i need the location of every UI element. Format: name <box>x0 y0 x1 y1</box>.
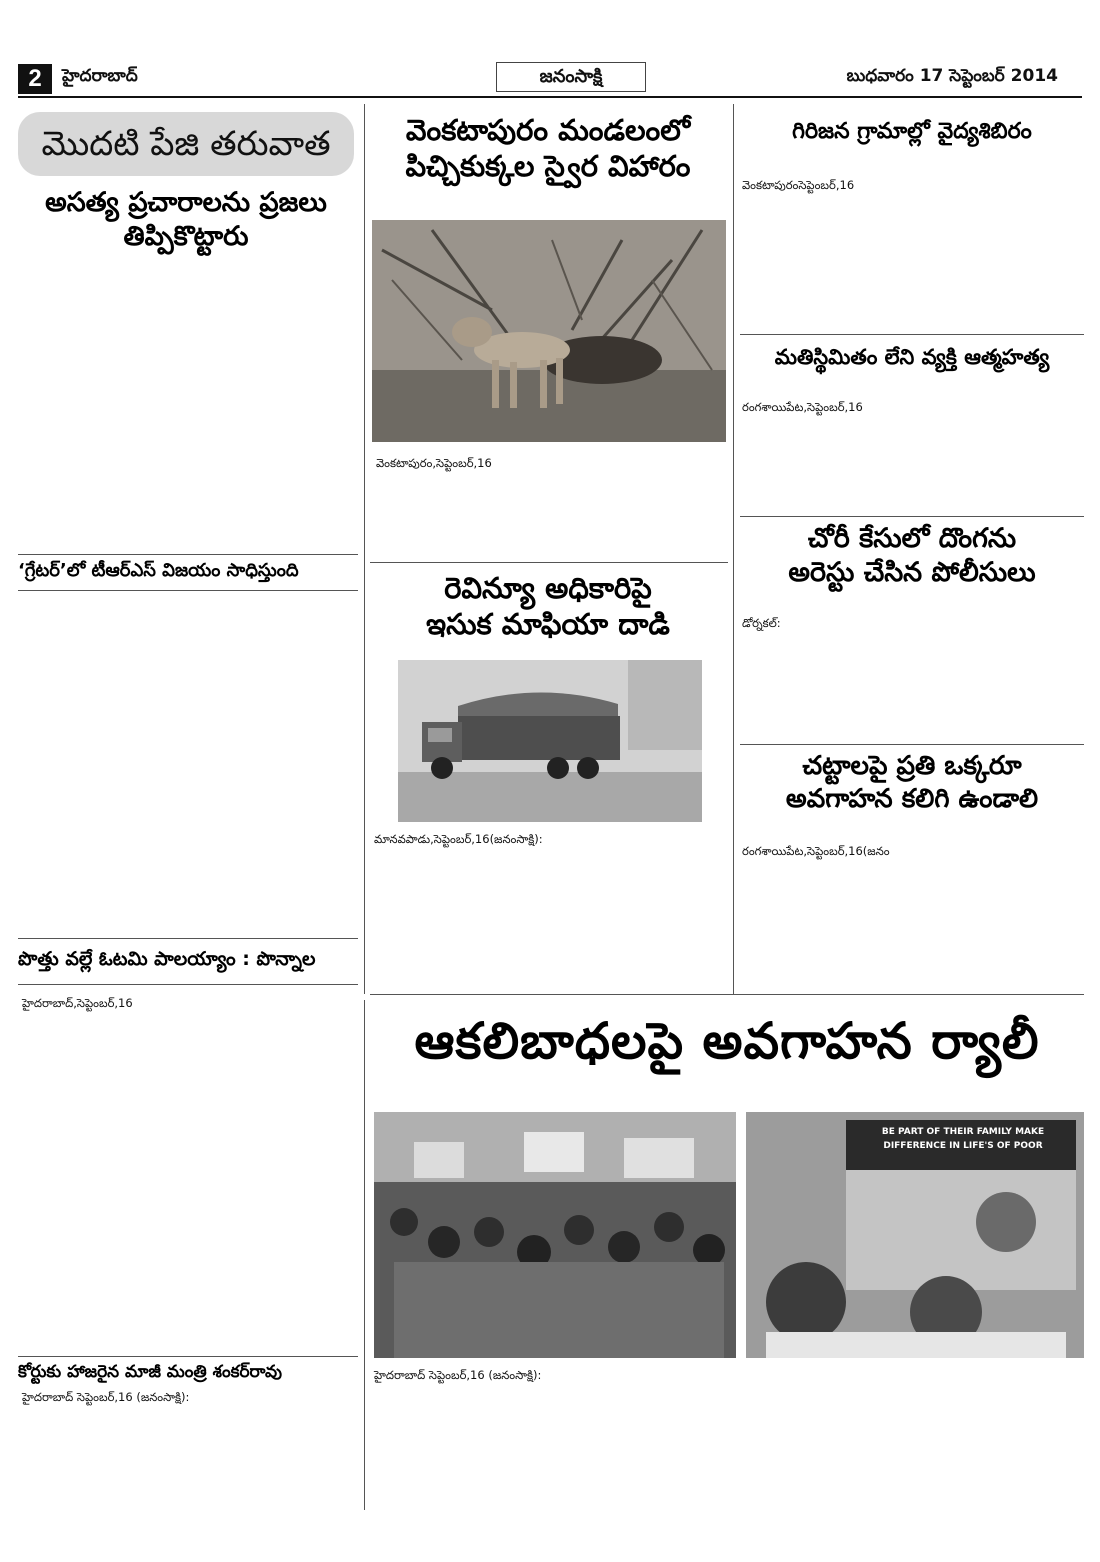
article-body <box>914 176 1082 328</box>
page-number: 2 <box>18 64 52 94</box>
column-divider <box>364 1000 365 1510</box>
article-body <box>22 602 182 932</box>
headline-sand-mafia <box>370 570 726 643</box>
rally-crowd-photo <box>374 1112 736 1358</box>
headline-line: చట్టాలపై ప్రతి ఒక్కరూ <box>802 751 1022 781</box>
headline-line: అసత్య ప్రచారాలను ప్రజలు <box>45 187 327 218</box>
headline-line: అరెస్టు చేసిన పోలీసులు <box>788 556 1036 588</box>
headline-line: చోరీ కేసులో దొంగను <box>807 523 1017 554</box>
column-divider <box>733 104 734 994</box>
masthead-logo: జనంసాక్షి <box>496 62 646 92</box>
story-divider <box>18 984 358 985</box>
page-header <box>0 0 1100 96</box>
headline-line: పిచ్చికుక్కల స్వైర విహారం <box>405 149 691 184</box>
crowd-image <box>374 1112 736 1358</box>
headline-line: ఇసుక మాఫియా దాడి <box>426 607 670 642</box>
headline-line: తిప్పికొట్టారు <box>123 220 249 252</box>
article-body <box>376 472 546 556</box>
article-body <box>914 842 1082 988</box>
story-divider <box>18 938 358 939</box>
dateline: డోర్నకల్: <box>742 616 781 630</box>
story-divider <box>740 516 1084 517</box>
article-body <box>22 1012 182 1352</box>
article-body <box>742 632 1082 738</box>
story-divider <box>740 334 1084 335</box>
dateline: హైదరాబాద్ సెప్టెంబర్,16 (జనంసాక్షి): <box>22 1390 190 1404</box>
truck-image <box>398 660 702 822</box>
article-body <box>914 398 1082 510</box>
dateline: హైదరాబాద్ సెప్టెంబర్,16 (జనంసాక్షి): <box>374 1368 542 1382</box>
sand-truck-photo <box>398 660 702 822</box>
article-body <box>374 1384 1084 1502</box>
poster-line: BE PART OF THEIR FAMILY MAKE <box>881 1127 1045 1137</box>
headline-line: రెవిన్యూ అధికారిపై <box>444 571 652 605</box>
story-divider <box>370 994 1084 995</box>
article-body <box>374 848 730 984</box>
article-body <box>190 602 356 932</box>
column-divider <box>364 104 365 994</box>
poster-line: DIFFERENCE IN LIFE'S OF POOR <box>883 1140 1043 1151</box>
dateline: రంగశాయిపేట,సెప్టెంబర్,16(జనం <box>742 844 890 858</box>
article-body <box>554 454 726 556</box>
poster-caption <box>854 1126 1072 1153</box>
article-body <box>22 266 182 546</box>
story-divider <box>18 590 358 591</box>
article-body <box>742 860 906 988</box>
article-body <box>22 1406 358 1502</box>
headline-suicide: మతిస్థిమితం లేని వ్యక్తి ఆత్మహత్య <box>774 345 1050 369</box>
header-city: హైదరాబాద్ <box>62 66 138 86</box>
dog-image <box>372 220 726 442</box>
headline-laws-awareness <box>740 750 1084 815</box>
headline-theft-arrest <box>740 522 1084 590</box>
rally-poster-photo <box>746 1112 1084 1358</box>
article-body <box>190 994 356 1350</box>
stray-dog-photo <box>372 220 726 442</box>
dateline: మానవపాడు,సెప్టెంబర్,16(జనంసాక్షి): <box>374 832 543 846</box>
header-rule <box>18 96 1082 98</box>
story-divider <box>740 744 1084 745</box>
headline-ponnala: పొత్తు వల్లే ఓటమి పాలయ్యాం : పొన్నాల <box>18 948 316 970</box>
headline-line: వెంకటాపురం మండలంలో <box>405 113 691 147</box>
headline-greater: ‘గ్రేటర్’లో టీఆర్ఎస్ విజయం సాధిస్తుంది <box>18 560 299 581</box>
story-divider <box>18 1356 358 1357</box>
headline-line: అవగాహన కలిగి ఉండాలి <box>785 783 1039 814</box>
dateline: వెంకటాపురం,సెప్టెంబర్,16 <box>376 456 492 470</box>
story-divider <box>18 554 358 555</box>
headline-medical-camp: గిరిజన గ్రామాల్లో వైద్యశిబిరం <box>792 119 1032 144</box>
header-date: బుధవారం 17 సెప్టెంబర్ 2014 <box>846 66 1058 86</box>
article-body <box>742 416 906 510</box>
section-banner: మొదటి పేజి తరువాత <box>18 112 354 176</box>
dateline: హైదరాబాద్,సెప్టెంబర్,16 <box>22 996 133 1010</box>
article-body <box>742 194 906 328</box>
headline-propaganda <box>18 186 354 254</box>
story-divider <box>370 562 728 563</box>
headline-hunger-rally: ఆకలిబాధలపై అవగాహన ర్యాలీ <box>414 1012 1040 1070</box>
headline-dogs <box>370 112 726 185</box>
dateline: రంగశాయిపేట,సెప్టెంబర్,16 <box>742 400 863 414</box>
article-body <box>190 266 356 546</box>
headline-shankar-rao: కోర్టుకు హాజరైన మాజీ మంత్రి శంకర్‌రావు <box>18 1362 282 1382</box>
dateline: వెంకటాపురంసెప్టెంబర్,16 <box>742 178 855 192</box>
